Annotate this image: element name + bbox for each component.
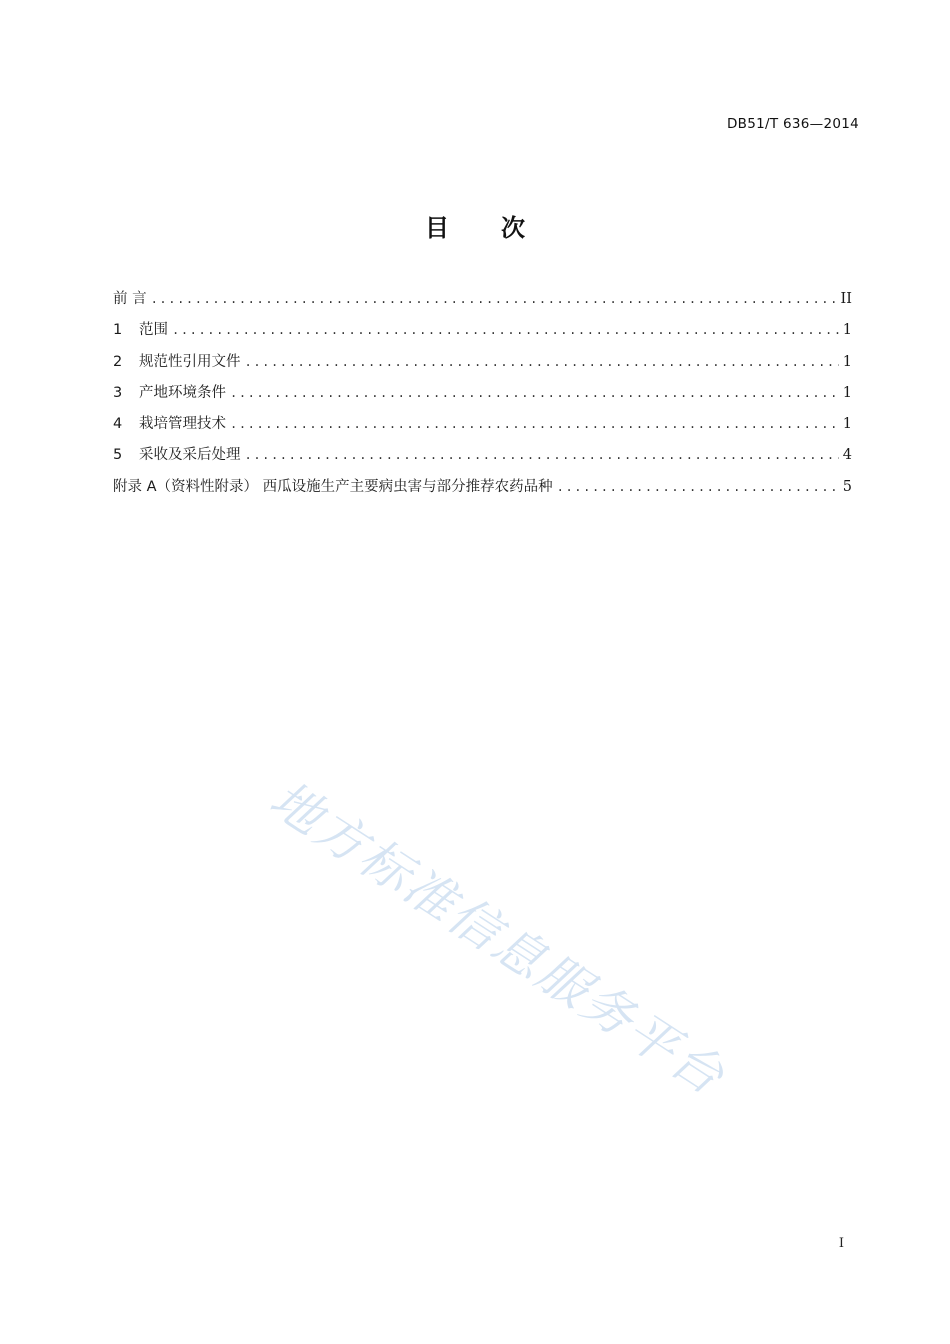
toc-entry-number: 4 [113, 416, 123, 433]
toc-entry-label: 附录 A（资料性附录） 西瓜设施生产主要病虫害与部分推荐农药品种 [113, 478, 553, 495]
toc-entry-number: 2 [113, 353, 123, 370]
standard-code: DB51/T 636—2014 [726, 116, 859, 132]
watermark: 地方标准信息服务平台 [259, 769, 736, 1108]
toc-entry-harvest[interactable] [113, 443, 852, 474]
toc-entry-environment[interactable] [113, 381, 852, 412]
toc-entry-label: 栽培管理技术 [139, 416, 226, 433]
toc-entry-number: 5 [113, 447, 123, 464]
toc-entry-page: 5 [842, 478, 852, 495]
toc-entry-label: 前 言 [113, 291, 147, 307]
toc-entry-label: 范围 [139, 322, 168, 339]
toc-title [0, 208, 950, 243]
toc-entry-foreword[interactable] [113, 287, 852, 318]
toc-entry-label: 采收及采后处理 [139, 447, 241, 464]
toc-entry-page: 1 [842, 416, 852, 433]
toc-entry-label: 产地环境条件 [139, 384, 226, 401]
toc-leader-dots [557, 480, 839, 494]
toc-leader-dots [172, 323, 839, 337]
page-number: I [838, 1236, 844, 1251]
toc-title-char-1: 目 [425, 214, 449, 242]
toc-entry-page: 1 [842, 353, 852, 370]
toc-entry-scope[interactable] [113, 318, 852, 349]
table-of-contents [113, 287, 852, 506]
toc-title-char-2: 次 [501, 214, 525, 242]
toc-entry-page: 1 [842, 322, 852, 339]
toc-entry-appendix-a[interactable] [113, 475, 852, 506]
toc-leader-dots [230, 417, 839, 431]
toc-entry-page: II [840, 291, 852, 307]
toc-entry-number: 1 [113, 322, 123, 339]
toc-leader-dots [151, 292, 837, 306]
toc-entry-page: 1 [842, 384, 852, 401]
toc-leader-dots [230, 386, 839, 400]
toc-entry-number: 3 [113, 384, 123, 401]
toc-entry-label: 规范性引用文件 [139, 353, 241, 370]
toc-leader-dots [245, 448, 839, 462]
toc-entry-page: 4 [842, 447, 852, 464]
toc-entry-cultivation[interactable] [113, 412, 852, 443]
toc-leader-dots [245, 355, 839, 369]
toc-entry-normative-references[interactable] [113, 350, 852, 381]
